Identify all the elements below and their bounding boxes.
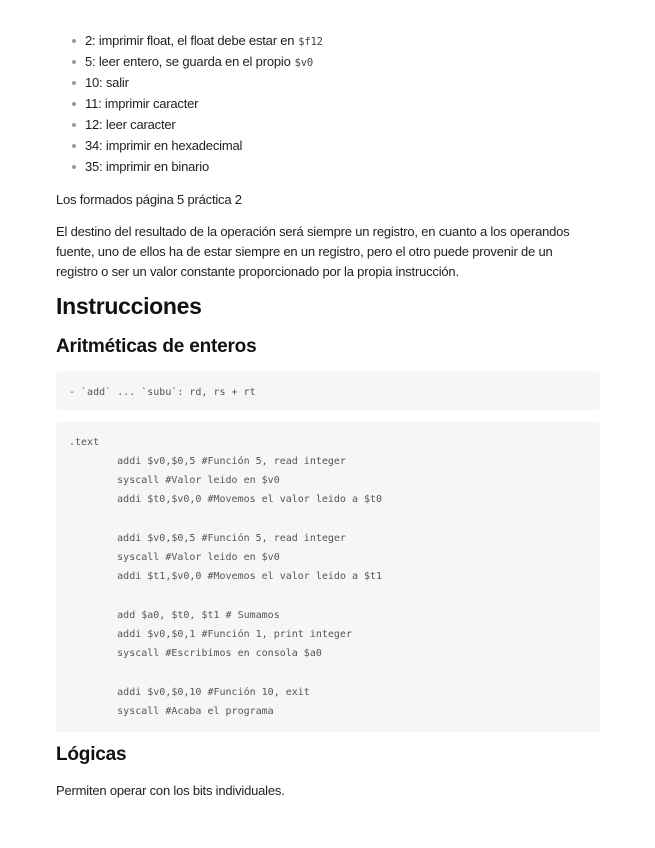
code-line: .text — [69, 437, 100, 448]
heading-aritmeticas: Aritméticas de enteros — [56, 336, 257, 357]
code-line: syscall #Acaba el programa — [69, 706, 274, 717]
heading-logicas: Lógicas — [56, 744, 127, 765]
list-item: 10: salir — [72, 72, 323, 93]
code-line: addi $v0,$0,1 #Función 1, print integer — [69, 629, 352, 640]
paragraph-destino: El destino del resultado de la operación será siempre un registro, en cuanto a los operandos fuente, uno de ellos ha de estar siempre en un registro, pero el otro puede provenir de un registro o ser un valor constante proporcionado por la propia instrucción. — [56, 224, 570, 279]
list-item: 34: imprimir en hexadecimal — [72, 135, 323, 156]
inline-code: $f12 — [298, 36, 323, 48]
inline-code: $v0 — [294, 57, 313, 69]
code-block-summary — [56, 371, 600, 410]
list-item: 12: leer caracter — [72, 114, 323, 135]
syscall-list — [72, 30, 323, 177]
paragraph-logicas: Permiten operar con los bits individuales. — [56, 783, 285, 798]
list-item: 2: imprimir float, el float debe estar en $f12 — [72, 30, 323, 51]
code-line: syscall #Valor leido en $v0 — [69, 475, 280, 486]
code-line: addi $v0,$0,5 #Función 5, read integer — [69, 533, 346, 544]
code-line: syscall #Escribimos en consola $a0 — [69, 648, 322, 659]
code-line: addi $t1,$v0,0 #Movemos el valor leido a $t1 — [69, 571, 383, 582]
code-line: addi $v0,$0,10 #Función 10, exit — [69, 687, 310, 698]
paragraph-formats: Los formados página 5 práctica 2 — [56, 192, 242, 207]
code-line: - `add` ... `subu`: rd, rs + rt — [69, 387, 256, 398]
code-block-program — [56, 422, 600, 732]
code-line: addi $v0,$0,5 #Función 5, read integer — [69, 456, 346, 467]
code-line: addi $t0,$v0,0 #Movemos el valor leido a $t0 — [69, 494, 383, 505]
code-line: syscall #Valor leido en $v0 — [69, 552, 280, 563]
list-item: 11: imprimir caracter — [72, 93, 323, 114]
list-item: 35: imprimir en binario — [72, 156, 323, 177]
code-line: add $a0, $t0, $t1 # Sumamos — [69, 610, 280, 621]
list-item: 5: leer entero, se guarda en el propio $v0 — [72, 51, 323, 72]
heading-instrucciones: Instrucciones — [56, 293, 202, 319]
